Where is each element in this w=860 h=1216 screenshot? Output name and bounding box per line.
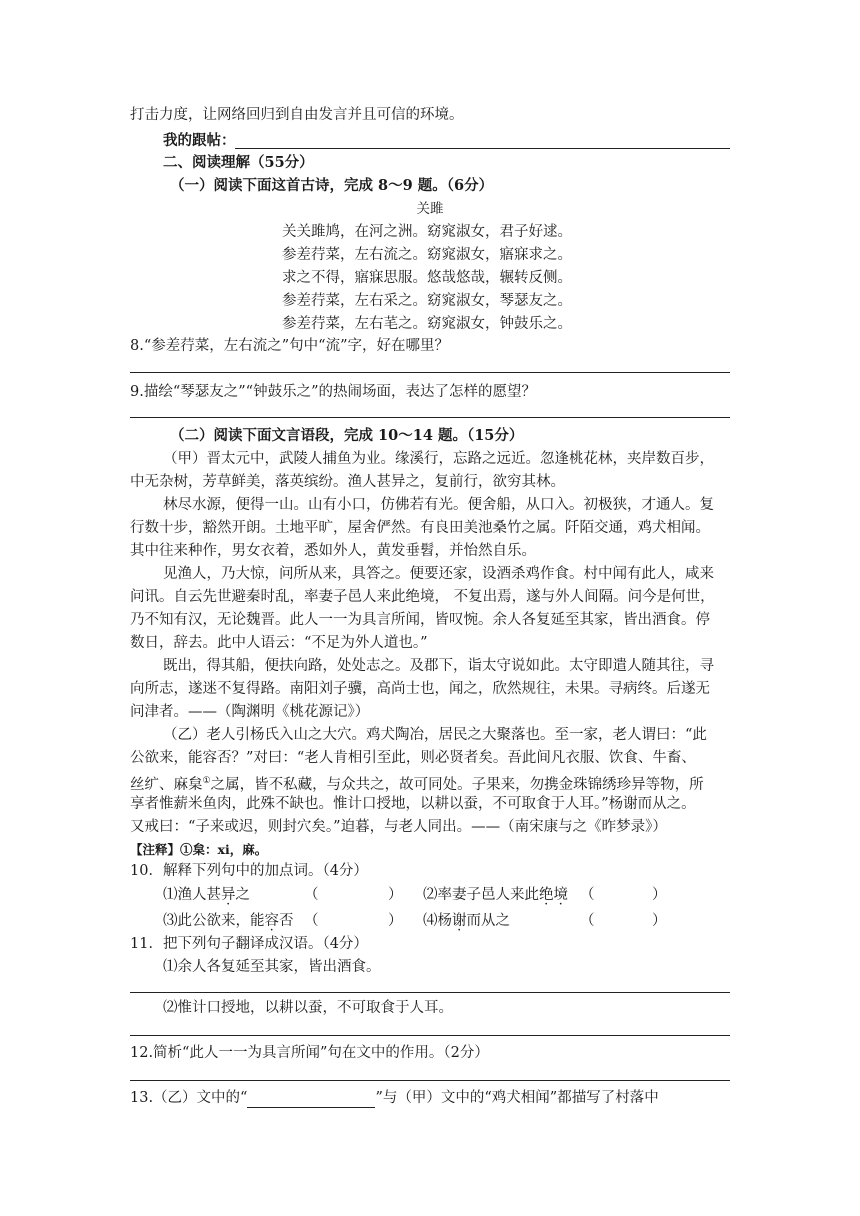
passage-line: 享者惟薪米鱼肉，此殊不缺也。惟计口授地，以耕以蚕，不可取食于人耳。”杨谢而从之。 <box>130 796 696 812</box>
vocab-item: ⑵率妻子邑人来此绝境 <box>423 887 568 903</box>
dotted-word: 谢 <box>452 913 467 929</box>
q13-text: 13.（乙）文中的“ <box>130 1090 248 1106</box>
poem-line: 关关雎鸠，在河之洲。窈窕淑女，君子好逑。 <box>282 224 572 240</box>
dotted-word: 容 <box>264 913 279 929</box>
question-13 <box>130 1088 730 1108</box>
text-line: 打击力度，让网络回归到自由发言并且可信的环境。 <box>130 107 464 123</box>
q12-answer-line[interactable] <box>130 1080 730 1081</box>
answer-paren-right: ） <box>652 887 667 903</box>
annotation: 【注释】①枲：xi，麻。 <box>130 842 268 857</box>
answer-paren-right: ） <box>388 913 403 929</box>
passage-line: 其中往来种作，男女衣着，悉如外人，黄发垂髫，并怡然自乐。 <box>130 543 536 559</box>
passage-line: 林尽水源，便得一山。山有小口，仿佛若有光。便舍船，从口入。初极狭，才通人。复 <box>163 497 714 513</box>
dotted-word: 绝 <box>539 887 554 903</box>
poem-title: 关雎 <box>416 201 444 217</box>
my-reply-label-text: 我的跟帖： <box>163 132 236 149</box>
passage-line: 见渔人，乃大惊，问所从来，具答之。便要还家，设酒杀鸡作食。村中闻有此人，咸来 <box>163 566 714 582</box>
answer-paren-right: ） <box>652 913 667 929</box>
answer-paren-left: （ <box>580 887 595 903</box>
subsection-heading: （二）阅读下面文言语段，完成 10～14 题。（15分） <box>170 427 524 444</box>
poem-line: 参差荇菜，左右芼之。窈窕淑女，钟鼓乐之。 <box>282 316 572 332</box>
question-10: 10．解释下列句中的加点词。（4分） <box>130 863 368 879</box>
vocab-item: ⑷杨谢而从之 <box>423 913 510 929</box>
answer-paren-left: （ <box>304 887 319 903</box>
question-11: 11．把下列句子翻译成汉语。（4分） <box>130 936 368 952</box>
passage-line: 中无杂树，芳草鲜美，落英缤纷。渔人甚异之，复前行，欲穷其林。 <box>130 474 565 490</box>
q11-1-answer-line[interactable] <box>130 992 730 993</box>
passage-line: 公欲来，能容否？”对曰：“老人肯相引至此，则必贤者矣。吾此间凡衣服、饮食、牛畜、 <box>130 750 696 766</box>
passage-source: 问津者。——（陶渊明《桃花源记》） <box>130 704 370 720</box>
passage-line: （乙）老人引杨氏入山之大穴。鸡犬陶冶，居民之大聚落也。至一家，老人谓曰：“此 <box>163 727 707 743</box>
passage-line: （甲）晋太元中，武陵人捕鱼为业。缘溪行，忘路之远近。忽逢桃花林，夹岸数百步， <box>163 451 714 467</box>
dotted-word: 境 <box>553 887 568 903</box>
answer-paren-left: （ <box>580 913 595 929</box>
vocab-item: ⑴渔人甚异之 <box>163 887 250 903</box>
passage-text: 丝纩、麻枲 <box>130 776 203 793</box>
q9-answer-line[interactable] <box>130 417 730 418</box>
vocab-item: ⑶此公欲来，能容否 <box>163 913 294 929</box>
question-8: 8.“参差荇菜，左右流之”句中“流”字，好在哪里？ <box>130 338 449 354</box>
q13-text: ”与（甲）文中的“鸡犬相闻”都描写了村落中 <box>375 1090 659 1106</box>
poem-line: 参差荇菜，左右采之。窈窕淑女，琴瑟友之。 <box>282 293 572 309</box>
dotted-word: 异 <box>221 887 236 903</box>
answer-paren-right: ） <box>388 887 403 903</box>
poem-line: 参差荇菜，左右流之。窈窕淑女，寤寐求之。 <box>282 247 572 263</box>
section-heading: 二、阅读理解（55分） <box>163 154 314 171</box>
my-reply-answer-line[interactable] <box>235 148 730 149</box>
passage-source: 又戒曰：“子来或迟，则封穴矣。”迫暮，与老人同出。——（南宋康与之《昨梦录》） <box>130 819 667 835</box>
footnote-marker: ① <box>202 776 211 786</box>
passage-line <box>130 771 730 795</box>
q11-sentence-2: ⑵惟计口授地，以耕以蚕，不可取食于人耳。 <box>163 1000 453 1016</box>
q11-sentence-1: ⑴余人各复延至其家，皆出酒食。 <box>163 959 381 975</box>
passage-text: 之属，皆不私藏，与众共之，故可同处。子果来，勿携金珠锦绣珍异等物，所 <box>210 776 704 793</box>
passage-line: 乃不知有汉，无论魏晋。此人一一为具言所闻，皆叹惋。余人各复延至其家，皆出酒食。停 <box>130 612 710 628</box>
question-9: 9.描绘“琴瑟友之”“钟鼓乐之”的热闹场面，表达了怎样的愿望？ <box>130 384 536 400</box>
q8-answer-line[interactable] <box>130 372 730 373</box>
passage-line: 向所志，遂迷不复得路。南阳刘子骥，高尚士也，闻之，欣然规往，未果。寻病终。后遂无 <box>130 681 710 697</box>
question-12: 12.简析“此人一一为具言所闻”句在文中的作用。（2分） <box>130 1045 489 1061</box>
answer-paren-left: （ <box>304 913 319 929</box>
passage-line: 行数十步，豁然开朗。土地平旷，屋舍俨然。有良田美池桑竹之属。阡陌交通，鸡犬相闻。 <box>130 520 710 536</box>
passage-line: 数日，辞去。此中人语云：“不足为外人道也。” <box>130 635 428 651</box>
subsection-heading: （一）阅读下面这首古诗，完成 8～9 题。（6分） <box>170 177 494 194</box>
q13-blank[interactable] <box>247 1090 375 1108</box>
passage-line: 问讯。自云先世避秦时乱，率妻子邑人来此绝境， 不复出焉，遂与外人间隔。问今是何世， <box>130 589 715 605</box>
q11-2-answer-line[interactable] <box>130 1035 730 1036</box>
poem-line: 求之不得，寤寐思服。悠哉悠哉，辗转反侧。 <box>282 270 572 286</box>
passage-line: 既出，得其船，便扶向路，处处志之。及郡下，诣太守说如此。太守即遣人随其往，寻 <box>163 658 714 674</box>
